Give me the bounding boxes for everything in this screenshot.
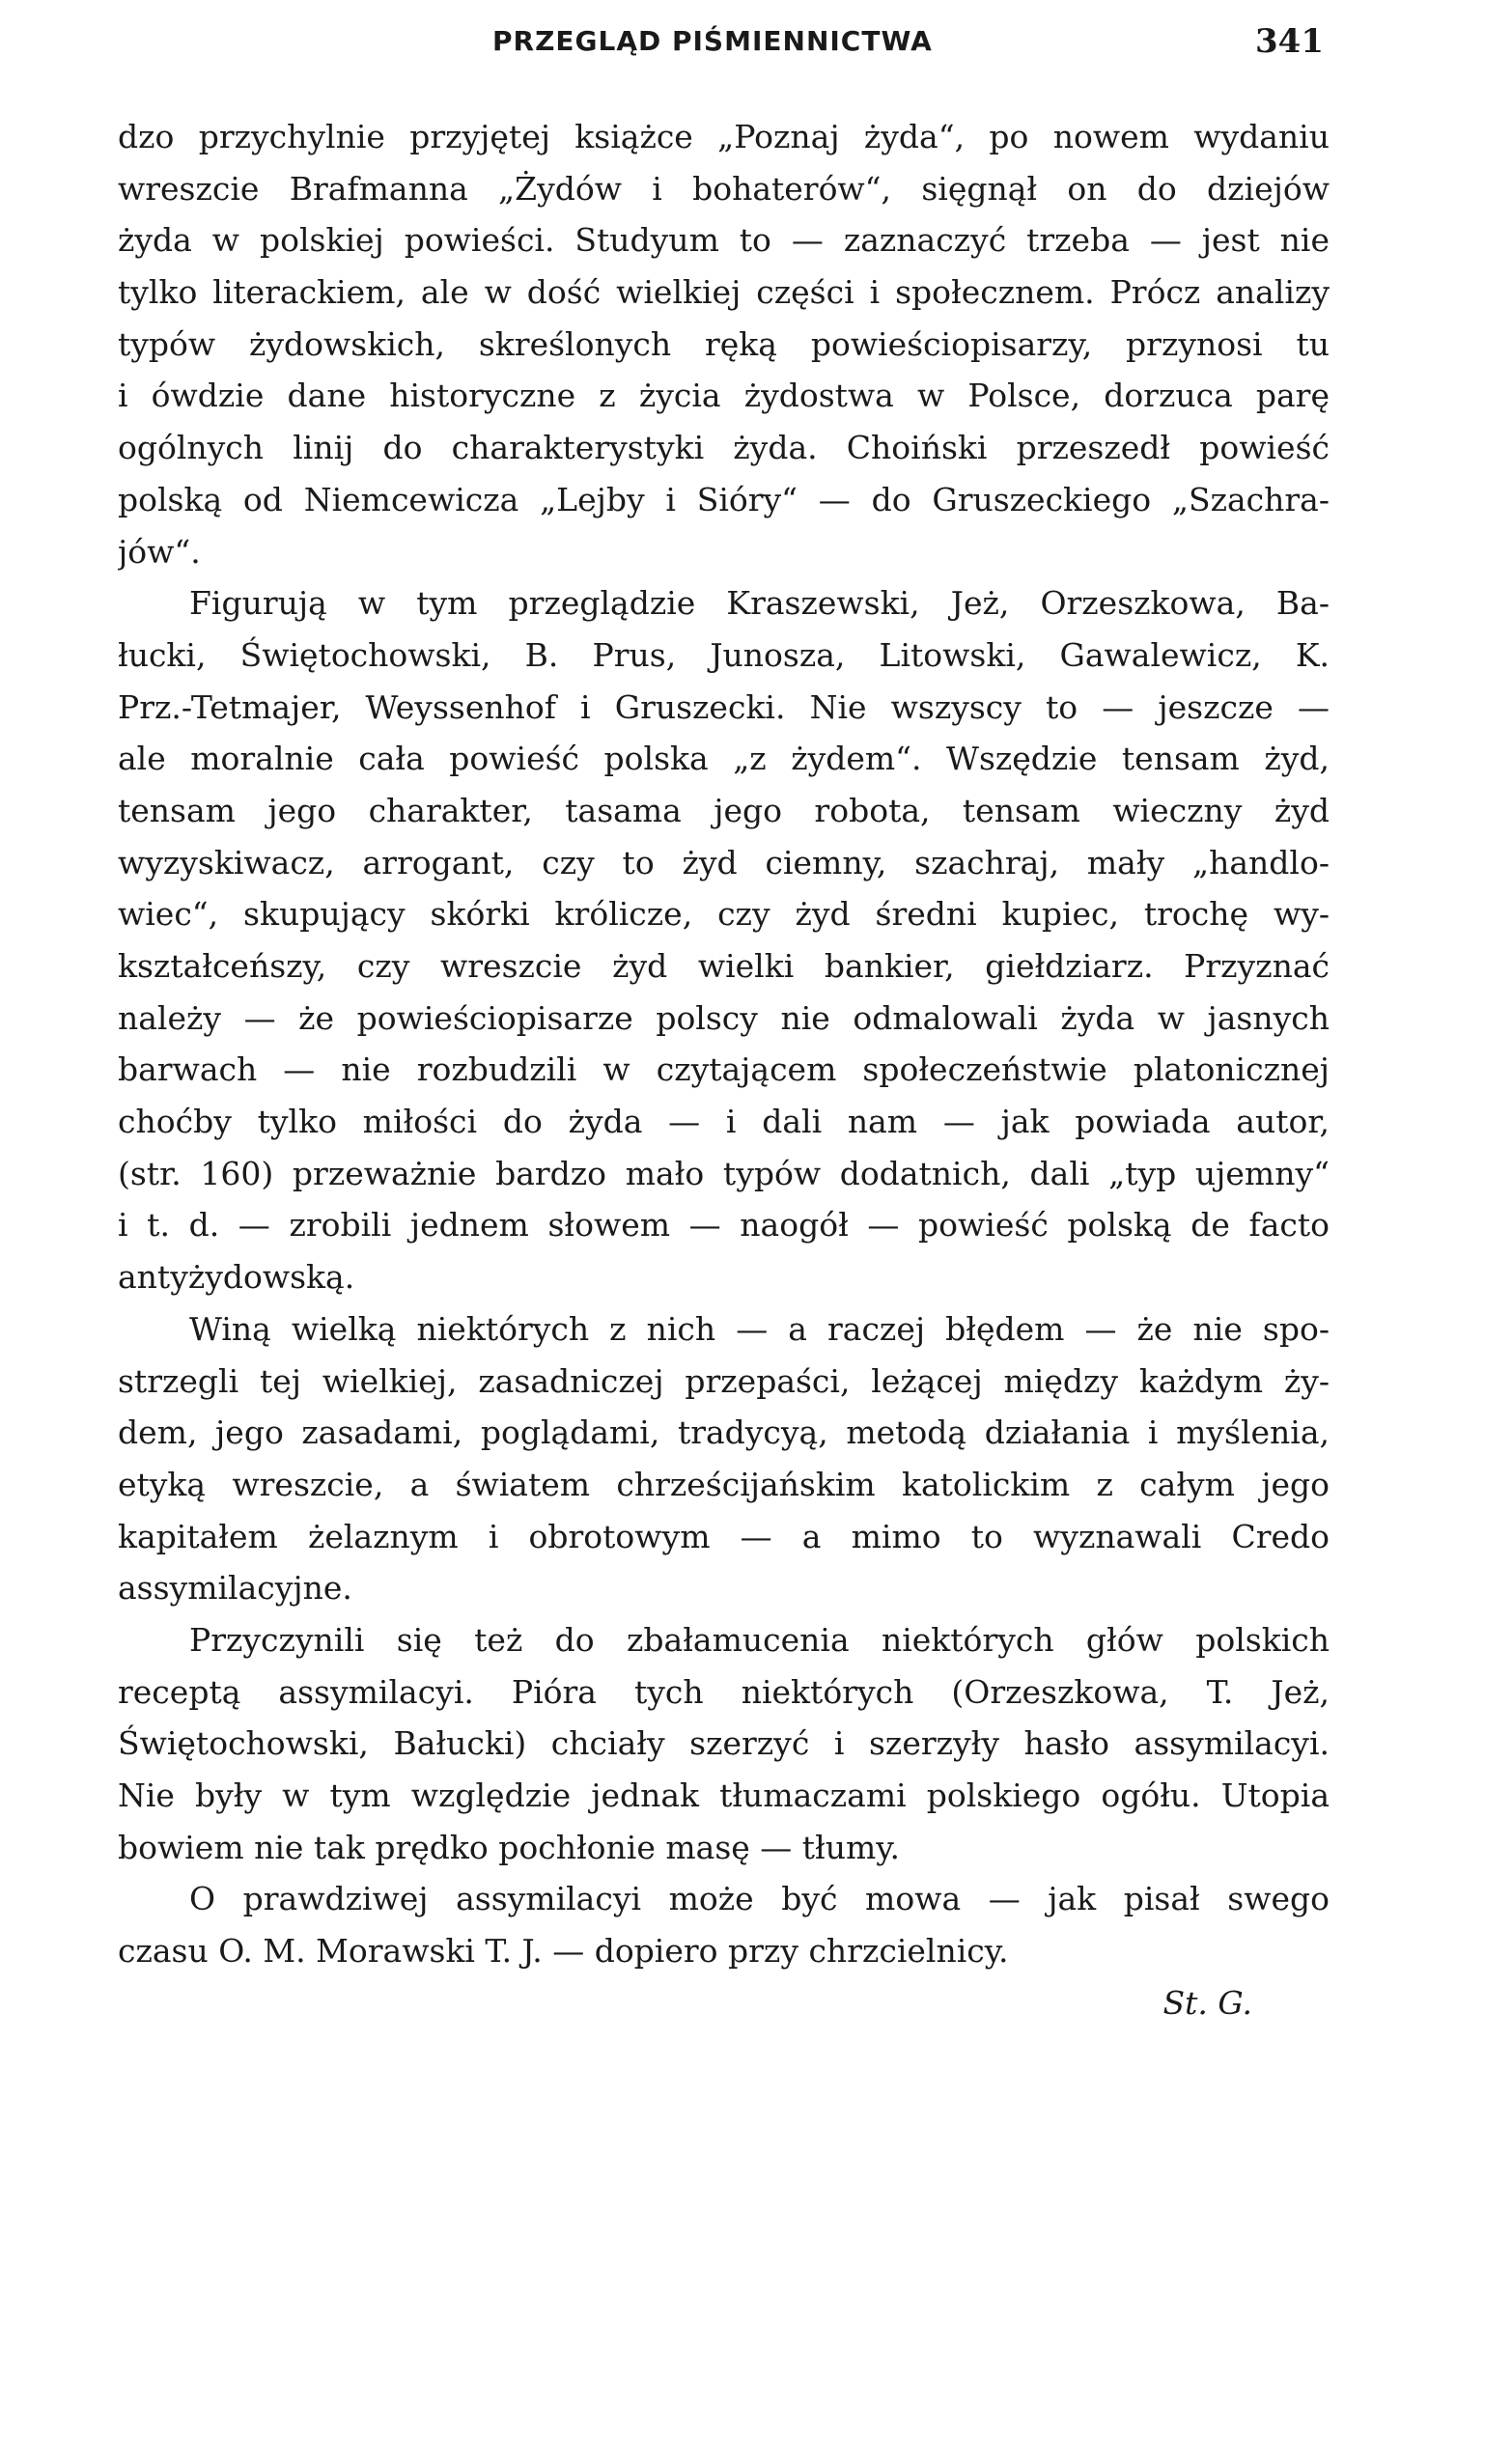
text-line: dem, jego zasadami, poglądami, tradycyą, metodą działania i myślenia, <box>118 1413 1330 1452</box>
text-line: assymilacyjne. <box>118 1569 352 1608</box>
text-line: należy — że powieściopisarze polscy nie odmalowali żyda w jasnych <box>118 998 1330 1037</box>
text-line: jów“. <box>118 532 201 571</box>
text-line: tylko literackiem, ale w dość wielkiej części i społecznem. Prócz analizy <box>118 273 1330 312</box>
text-line: Figurują w tym przeglądzie Kraszewski, Jeż, Orzeszkowa, Ba- <box>189 584 1330 623</box>
text-line: O prawdziwej assymilacyi może być mowa — jak pisał swego <box>189 1880 1330 1918</box>
paragraph-3 <box>118 1303 1330 1614</box>
text-line: żyda w polskiej powieści. Studyum to — zaznaczyć trzeba — jest nie <box>118 221 1330 260</box>
text-line: wyzyskiwacz, arrogant, czy to żyd ciemny, szachraj, mały „handlo- <box>118 843 1330 881</box>
page-number: 341 <box>1255 22 1324 61</box>
text-line: etyką wreszcie, a światem chrześcijańskim katolickim z całym jego <box>118 1465 1330 1503</box>
text-line: Winą wielką niektórych z nich — a raczej błędem — że nie spo- <box>189 1309 1330 1348</box>
paragraph-2 <box>118 577 1330 1303</box>
text-line: czasu O. M. Morawski T. J. — dopiero przy chrzcielnicy. <box>118 1932 1009 1971</box>
text-line: bowiem nie tak prędko pochłonie masę — tłumy. <box>118 1828 901 1866</box>
text-line: typów żydowskich, skreślonych ręką powieściopisarzy, przynosi tu <box>118 324 1330 363</box>
text-line: Przyczynili się też do zbałamucenia niektórych głów polskich <box>189 1620 1330 1659</box>
text-line: barwach — nie rozbudzili w czytającem społeczeństwie platonicznej <box>118 1050 1330 1089</box>
author-signature: St. G. <box>1162 1983 1252 2022</box>
text-line: receptą assymilacyi. Pióra tych niektórych (Orzeszkowa, T. Jeż, <box>118 1672 1330 1711</box>
article-body <box>118 111 1330 2028</box>
text-line: antyżydowską. <box>118 1258 355 1297</box>
text-line: polską od Niemcewicza „Lejby i Sióry“ — do Gruszeckiego „Szachra- <box>118 480 1330 518</box>
text-line: (str. 160) przeważnie bardzo mało typów dodatnich, dali „typ ujemny“ <box>118 1154 1330 1192</box>
text-line: kształceńszy, czy wreszcie żyd wielki bankier, giełdziarz. Przyznać <box>118 947 1330 985</box>
text-line: ale moralnie cała powieść polska „z żydem“. Wszędzie tensam żyd, <box>118 740 1330 778</box>
text-line: kapitałem żelaznym i obrotowym — a mimo to wyznawali Credo <box>118 1517 1330 1555</box>
text-line: wreszcie Brafmanna „Żydów i bohaterów“, sięgnął on do dziejów <box>118 169 1330 208</box>
text-line: Prz.-Tetmajer, Weyssenhof i Gruszecki. Nie wszyscy to — jeszcze — <box>118 687 1330 726</box>
text-line: Świętochowski, Bałucki) chciały szerzyć i szerzyły hasło assymilacyi. <box>118 1724 1330 1763</box>
text-line: i ówdzie dane historyczne z życia żydostwa w Polsce, dorzuca parę <box>118 377 1330 415</box>
text-line: Nie były w tym względzie jednak tłumaczami polskiego ogółu. Utopia <box>118 1777 1330 1814</box>
text-line: ogólnych linij do charakterystyki żyda. Choiński przeszedł powieść <box>118 429 1330 467</box>
page-header <box>116 17 1324 66</box>
text-line: choćby tylko miłości do żyda — i dali nam — jak powiada autor, <box>118 1103 1330 1141</box>
text-line: tensam jego charakter, tasama jego robota, tensam wieczny żyd <box>118 791 1330 829</box>
paragraph-4 <box>118 1614 1330 1873</box>
text-line: łucki, Świętochowski, B. Prus, Junosza, Litowski, Gawalewicz, K. <box>118 635 1330 674</box>
text-line: dzo przychylnie przyjętej książce „Poznaj żyda“, po nowem wydaniu <box>118 118 1330 155</box>
text-line: wiec“, skupujący skórki królicze, czy żyd średni kupiec, trochę wy- <box>118 895 1330 934</box>
paragraph-5 <box>118 1873 1330 1976</box>
paragraph-1 <box>118 111 1330 577</box>
text-line: strzegli tej wielkiej, zasadniczej przepaści, leżącej między każdym ży- <box>118 1361 1330 1400</box>
text-line: i t. d. — zrobili jednem słowem — naogół — powieść polską de facto <box>118 1206 1330 1245</box>
running-title: PRZEGLĄD PIŚMIENNICTWA <box>492 25 933 57</box>
